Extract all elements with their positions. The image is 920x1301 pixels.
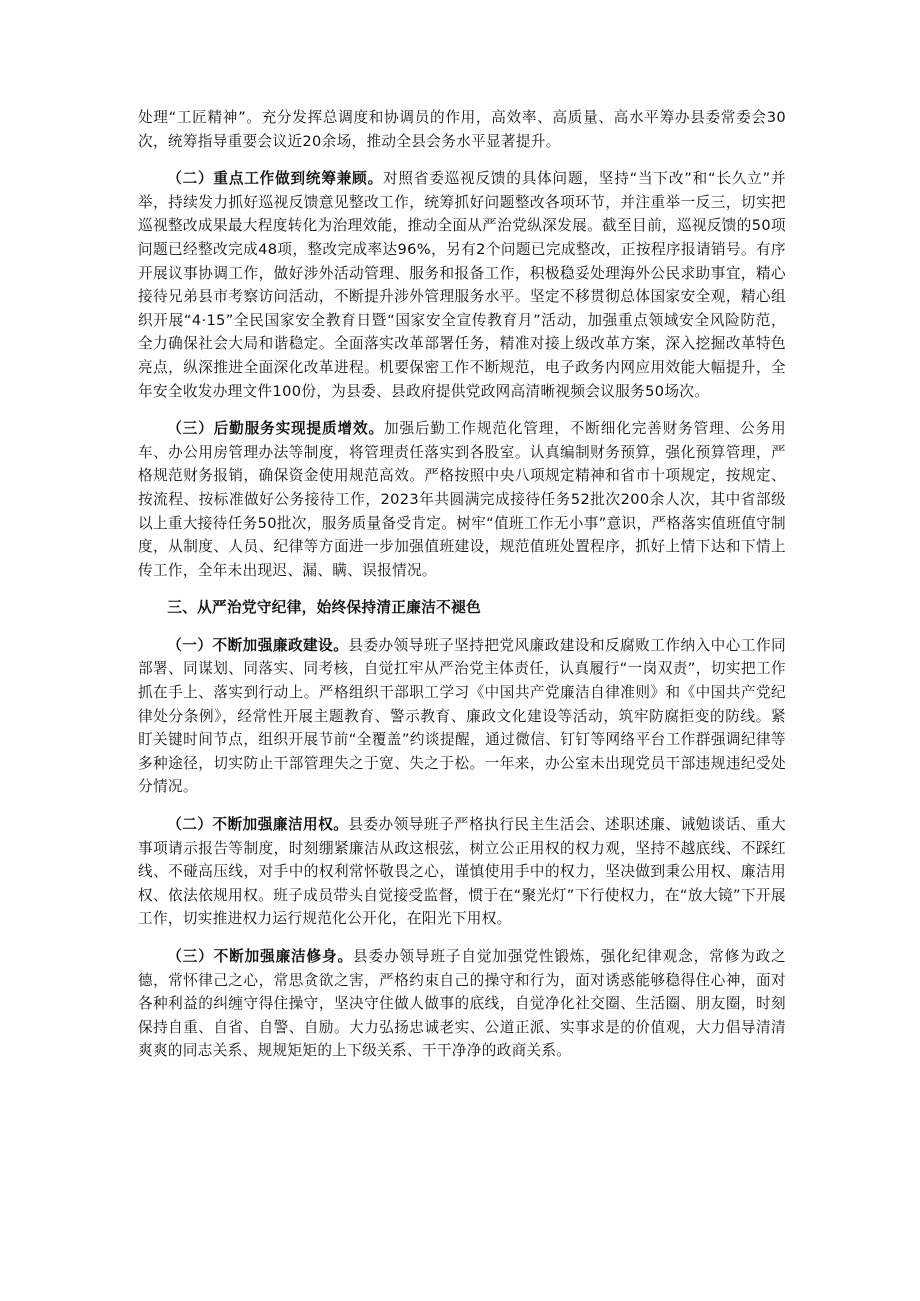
paragraph-key-work-lead: （二）重点工作做到统筹兼顾。 [167, 170, 383, 188]
paragraph-self-cultivation-lead: （三）不断加强廉洁修身。 [167, 948, 353, 965]
paragraph-self-cultivation-text: 县委办领导班子自觉加强党性锻炼，强化纪律观念，常修为政之德，常怀律己之心，常思贪欲之害，严格约束自己的操守和行为，面对诱惑能够稳得住心神，面对各种利益的纠缠守得住操守，坚决守住做人做事的底线，自觉净化社交圈、生活圈、朋友圈，时刻保持自重、自省、自警、自励。大力弘扬忠诚老实、公道正派、实事求是的价值观，大力倡导清清爽爽的同志关系、规规矩矩的上下级关系、干干净净的政商关系。 [138, 948, 786, 1060]
paragraph-continuation-text: 处理“工匠精神”。充分发挥总调度和协调员的作用，高效率、高质量、高水平筹办县委常委会30次，统筹指导重要会议近20余场，推动全县会务水平显著提升。 [138, 109, 786, 150]
section-heading: 三、从严治党守纪律，始终保持清正廉洁不褪色 [167, 599, 482, 617]
paragraph-self-cultivation [138, 945, 786, 1063]
paragraph-clean-power-text: 县委办领导班子严格执行民主生活会、述职述廉、诫勉谈话、重大事项请示报告等制度，时刻绷紧廉洁从政这根弦，树立公正用权的权力观，坚持不越底线、不踩红线、不碰高压线，对手中的权利常怀敬畏之心，谨慎使用手中的权力，坚决做到秉公用权、廉洁用权、依法依规用权。班子成员带头自觉接受监督，惯于在“聚光灯”下行使权力，在“放大镜”下开展工作，切实推进权力运行规范化公开化，在阳光下用权。 [138, 816, 787, 928]
paragraph-clean-power-lead: （二）不断加强廉洁用权。 [167, 816, 349, 834]
paragraph-integrity-building [138, 634, 786, 799]
paragraph-key-work [138, 167, 786, 403]
paragraph-logistics-lead: （三）后勤服务实现提质增效。 [167, 420, 384, 438]
document-page [138, 106, 786, 1077]
paragraph-logistics [138, 417, 786, 582]
paragraph-integrity-building-lead: （一）不断加强廉政建设。 [167, 636, 349, 654]
paragraph-logistics-text: 加强后勤工作规范化管理，不断细化完善财务管理、公务用车、办公用房管理办法等制度，将管理责任落实到各股室。认真编制财务预算，强化预算管理，严格规范财务报销，确保资金使用规范高效。严格按照中央八项规定精神和省市十项规定，按规定、按流程、按标准做好公务接待工作，2023年共圆满完成接待任务52批次200余人次，其中省部级以上重大接待任务50批次，服务质量备受肯定。树牢“值班工作无小事”意识，严格落实值班值守制度，从制度、人员、纪律等方面进一步加强值班建设，规范值班处置程序，抓好上情下达和下情上传工作，全年未出现迟、漏、瞒、误报情况。 [138, 420, 787, 579]
paragraph-key-work-text: 对照省委巡视反馈的具体问题，坚持“当下改”和“长久立”并举，持续发力抓好巡视反馈意见整改工作，统筹抓好问题整改各项环节，并注重举一反三，切实把巡视整改成果最大程度转化为治理效能，推动全面从严治党纵深发展。截至目前，巡视反馈的50项问题已经整改完成48项，整改完成率达96%，另有2个问题已完成整改，正按程序报请销号。有序开展议事协调工作，做好涉外活动管理、服务和报备工作，积极稳妥处理海外公民求助事宜，精心接待兄弟县市考察访问活动，不断提升涉外管理服务水平。坚定不移贯彻总体国家安全观，精心组织开展“4·15”全民国家安全教育日暨“国家安全宣传教育月”活动，加强重点领域安全风险防范，全力确保社会大局和谐稳定。全面落实改革部署任务，精准对接上级改革方案，深入挖掘改革特色亮点，纵深推进全面深化改革进程。机要保密工作不断规范，电子政务内网应用效能大幅提升，全年安全收发办理文件100份，为县委、县政府提供党政网高清晰视频会议服务50场次。 [138, 170, 787, 400]
paragraph-clean-power [138, 813, 786, 931]
paragraph-integrity-building-text: 县委办领导班子坚持把党风廉政建设和反腐败工作纳入中心工作同部署、同谋划、同落实、同考核，自觉扛牢从严治党主体责任，认真履行“一岗双责”，切实把工作抓在手上、落实到行动上。严格组织干部职工学习《中国共产党廉洁自律准则》和《中国共产党纪律处分条例》，经常性开展主题教育、警示教育、廉政文化建设等活动，筑牢防腐拒变的防线。紧盯关键时间节点，组织开展节前“全覆盖”约谈提醒，通过微信、钉钉等网络平台工作群强调纪律等多种途径，切实防止干部管理失之于宽、失之于松。一年来，办公室未出现党员干部违规违纪受处分情况。 [138, 636, 787, 796]
paragraph-continuation [138, 106, 786, 153]
